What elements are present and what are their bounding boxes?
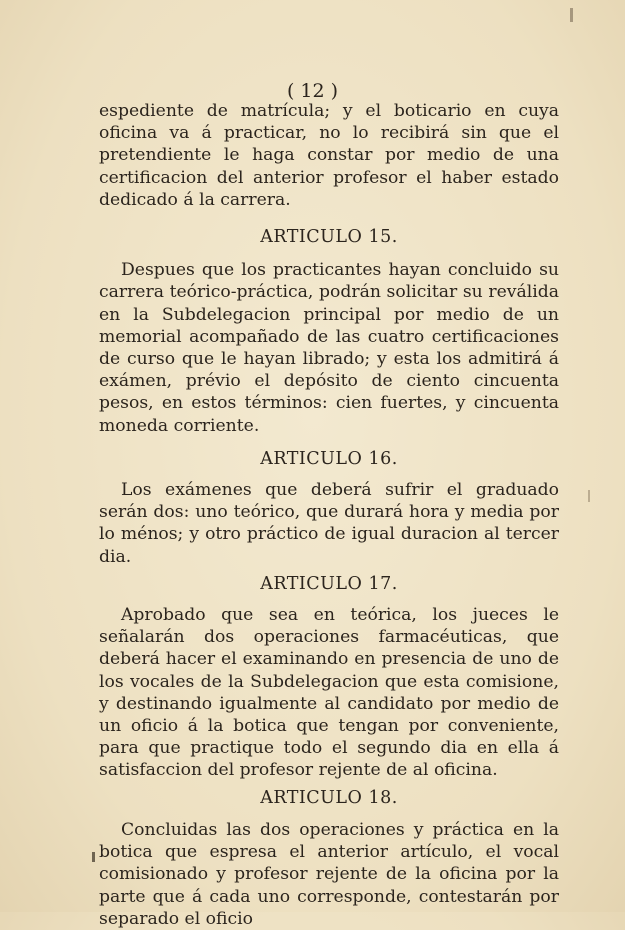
page-mark xyxy=(588,490,590,502)
continuation-paragraph: espediente de matrícula; y el boticario en cuya oficina va á practicar, no lo recibirá sin que el pretendiente le haga constar por medio de una certificacion del anterior profesor el haber estado dedicado á la carrera. xyxy=(99,101,559,210)
article-paragraph: Concluidas las dos operaciones y práctica en la botica que espresa el anterior artículo, el vocal comisionado y profesor rejente de la oficina por la parte que á cada uno corresponde, contestarán por separado el oficio xyxy=(99,819,559,929)
page-mark xyxy=(92,852,95,862)
article-paragraph: Los exámenes que deberá sufrir el graduado serán dos: uno teórico, que durará hora y media por lo ménos; y otro práctico de igual duracion al tercer dia. xyxy=(99,480,559,567)
article-paragraph: Despues que los practicantes hayan concluido su carrera teórico-práctica, podrán solicitar su reválida en la Subdelegacion principal por medio de un memorial acompañado de las cuatro certificaciones de curso que le hayan librado; y esta los admitirá á exámen, prévio el depósito de ciento cincuenta pesos, en estos términos: cien fuertes, y cincuenta moneda corriente. xyxy=(99,260,559,436)
article-paragraph: Aprobado que sea en teórica, los jueces le señalarán dos operaciones farmacéuticas, que deberá hacer el examinando en presencia de uno de los vocales de la Subdelegacion que esta comisione, y destinando igualmente al candidato por medio de un oficio á la botica que tengan por conveniente, para que practique todo el segundo dia en ella á satisfaccion del profesor rejente de al oficina. xyxy=(99,605,559,781)
page-mark xyxy=(570,8,573,22)
article-heading: ARTICULO 16. xyxy=(260,448,398,469)
article-heading: ARTICULO 17. xyxy=(260,573,398,594)
page-number: ( 12 ) xyxy=(286,80,339,102)
article-heading: ARTICULO 15. xyxy=(260,227,398,248)
article-heading: ARTICULO 18. xyxy=(260,787,398,808)
page-body xyxy=(99,100,559,930)
